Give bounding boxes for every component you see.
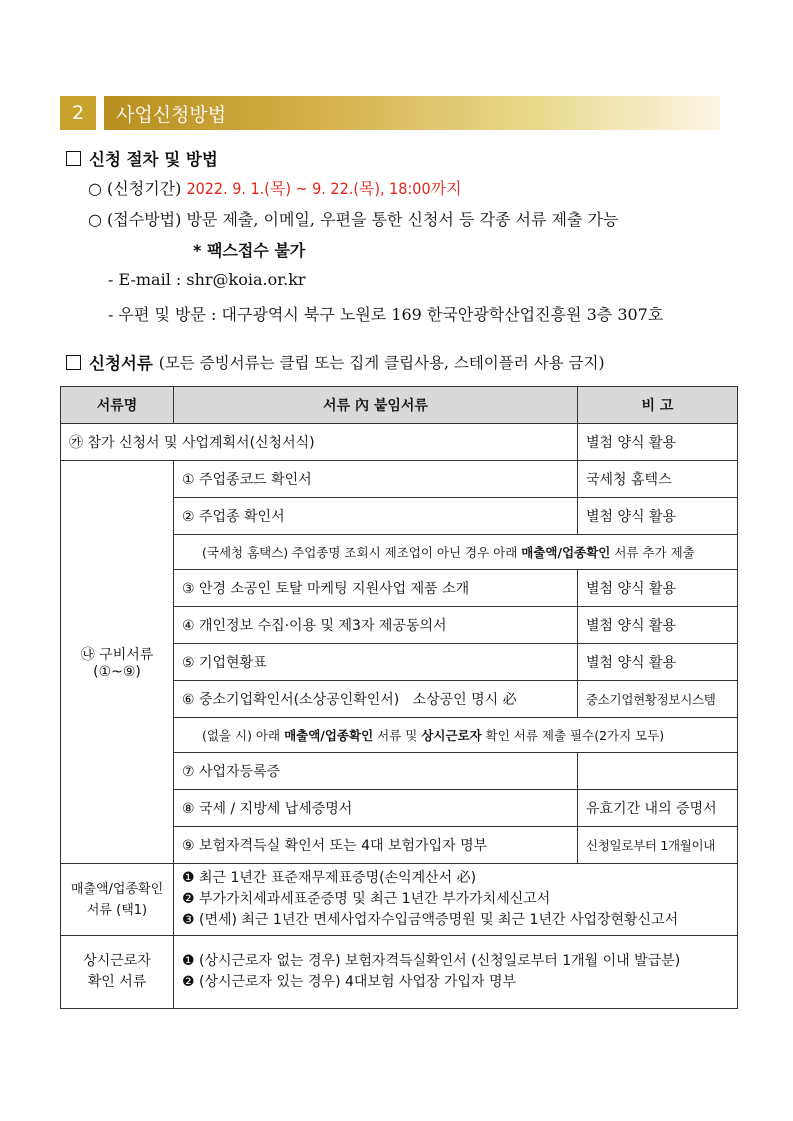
list-item: ❸ (면세) 최근 1년간 면세사업자수입금액증명원 및 최근 1년간 사업장현황신고서 bbox=[182, 912, 679, 928]
list-item: ❷ (상시근로자 있는 경우) 4대보험 사업장 가입자 명부 bbox=[182, 974, 517, 990]
documents-note: (모든 증빙서류는 클립 또는 집게 클립사용, 스테이플러 사용 금지) bbox=[158, 354, 605, 372]
header-remark: 비 고 bbox=[578, 387, 738, 424]
item-text: ⑨ 보험자격득실 확인서 또는 4대 보험가입자 명부 bbox=[174, 827, 578, 864]
item-text: ⑥ 중소기업확인서(소상공인확인서) 소상공인 명시 必 bbox=[174, 681, 578, 718]
sales-docs-label-cell bbox=[61, 864, 174, 936]
item-text: ③ 안경 소공인 토탈 마케팅 지원사업 제품 소개 bbox=[174, 570, 578, 607]
item-remark: 별첨 양식 활용 bbox=[578, 644, 738, 681]
item-remark: 중소기업현황정보시스템 bbox=[578, 681, 738, 718]
documents-heading-row bbox=[66, 350, 605, 374]
item-remark bbox=[578, 753, 738, 790]
table-row bbox=[61, 461, 738, 498]
email-text: - E-mail : shr@koia.or.kr bbox=[108, 270, 306, 289]
item-remark: 유효기간 내의 증명서 bbox=[578, 790, 738, 827]
sales-docs-label: 매출액/업종확인 bbox=[70, 881, 164, 897]
item-remark: 별첨 양식 활용 bbox=[578, 570, 738, 607]
app-form-name: ㉮ 참가 신청서 및 사업계획서(신청서식) bbox=[61, 424, 578, 461]
checkbox-square-icon bbox=[66, 151, 81, 166]
required-docs-label: ㉯ 구비서류 bbox=[80, 647, 154, 663]
workers-docs-label-cell bbox=[61, 936, 174, 1009]
sales-docs-choice: 서류 (택1) bbox=[86, 902, 148, 918]
item-text: ⑧ 국세 / 지방세 납세증명서 bbox=[174, 790, 578, 827]
item-text: ⑦ 사업자등록증 bbox=[174, 753, 578, 790]
address-text: - 우편 및 방문 : 대구광역시 북구 노원로 169 한국안광학산업진흥원 3층 307호 bbox=[108, 305, 664, 324]
section-title: 사업신청방법 bbox=[104, 96, 720, 130]
table-header-row bbox=[61, 387, 738, 424]
period-label: ○ (신청기간) bbox=[88, 179, 182, 198]
section-number: 2 bbox=[60, 96, 96, 130]
list-item: ❶ 최근 1년간 표준재무제표증명(손익계산서 必) bbox=[182, 870, 477, 886]
item-text: ② 주업종 확인서 bbox=[174, 498, 578, 535]
item-text: ④ 개인정보 수집·이용 및 제3자 제공동의서 bbox=[174, 607, 578, 644]
section-header bbox=[60, 96, 720, 130]
procedure-heading-row bbox=[66, 146, 218, 170]
workers-docs-list bbox=[174, 936, 738, 1009]
required-docs-range: (①~⑨) bbox=[93, 664, 141, 680]
item-remark: 국세청 홈텍스 bbox=[578, 461, 738, 498]
table-row bbox=[61, 424, 738, 461]
item-text: ① 주업종코드 확인서 bbox=[174, 461, 578, 498]
method-text: ○ (접수방법) 방문 제출, 이메일, 우편을 통한 신청서 등 각종 서류 제출 가능 bbox=[88, 210, 619, 229]
period-value: 2022. 9. 1.(목) ~ 9. 22.(목), 18:00까지 bbox=[186, 179, 462, 198]
header-attachments: 서류 內 붙임서류 bbox=[174, 387, 578, 424]
header-doc-name: 서류명 bbox=[61, 387, 174, 424]
app-form-remark: 별첨 양식 활용 bbox=[578, 424, 738, 461]
table-row bbox=[61, 864, 738, 936]
workers-docs-label: 상시근로자 bbox=[83, 953, 151, 969]
item-text: ⑤ 기업현황표 bbox=[174, 644, 578, 681]
item-2-note: (국세청 홈택스) 주업종명 조회시 제조업이 아닌 경우 아래 매출액/업종확인 서류 추가 제출 bbox=[174, 535, 738, 570]
period-row bbox=[88, 176, 462, 199]
item-remark: 별첨 양식 활용 bbox=[578, 498, 738, 535]
item-6-note: (없을 시) 아래 매출액/업종확인 서류 및 상시근로자 확인 서류 제출 필수(2가지 모두) bbox=[174, 718, 738, 753]
item-remark: 신청일로부터 1개월이내 bbox=[578, 827, 738, 864]
item-remark: 별첨 양식 활용 bbox=[578, 607, 738, 644]
list-item: ❷ 부가가치세과세표준증명 및 최근 1년간 부가가치세신고서 bbox=[182, 891, 551, 907]
checkbox-square-icon bbox=[66, 355, 81, 370]
list-item: ❶ (상시근로자 없는 경우) 보험자격득실확인서 (신청일로부터 1개월 이내 발급분) bbox=[182, 953, 681, 969]
required-docs-label-cell bbox=[61, 461, 174, 864]
table-row bbox=[61, 936, 738, 1009]
procedure-heading: 신청 절차 및 방법 bbox=[89, 150, 218, 169]
sales-docs-list bbox=[174, 864, 738, 936]
documents-heading: 신청서류 bbox=[89, 354, 153, 373]
workers-docs-sub: 확인 서류 bbox=[87, 974, 147, 990]
fax-note: * 팩스접수 불가 bbox=[193, 241, 306, 260]
documents-table bbox=[60, 386, 738, 1009]
